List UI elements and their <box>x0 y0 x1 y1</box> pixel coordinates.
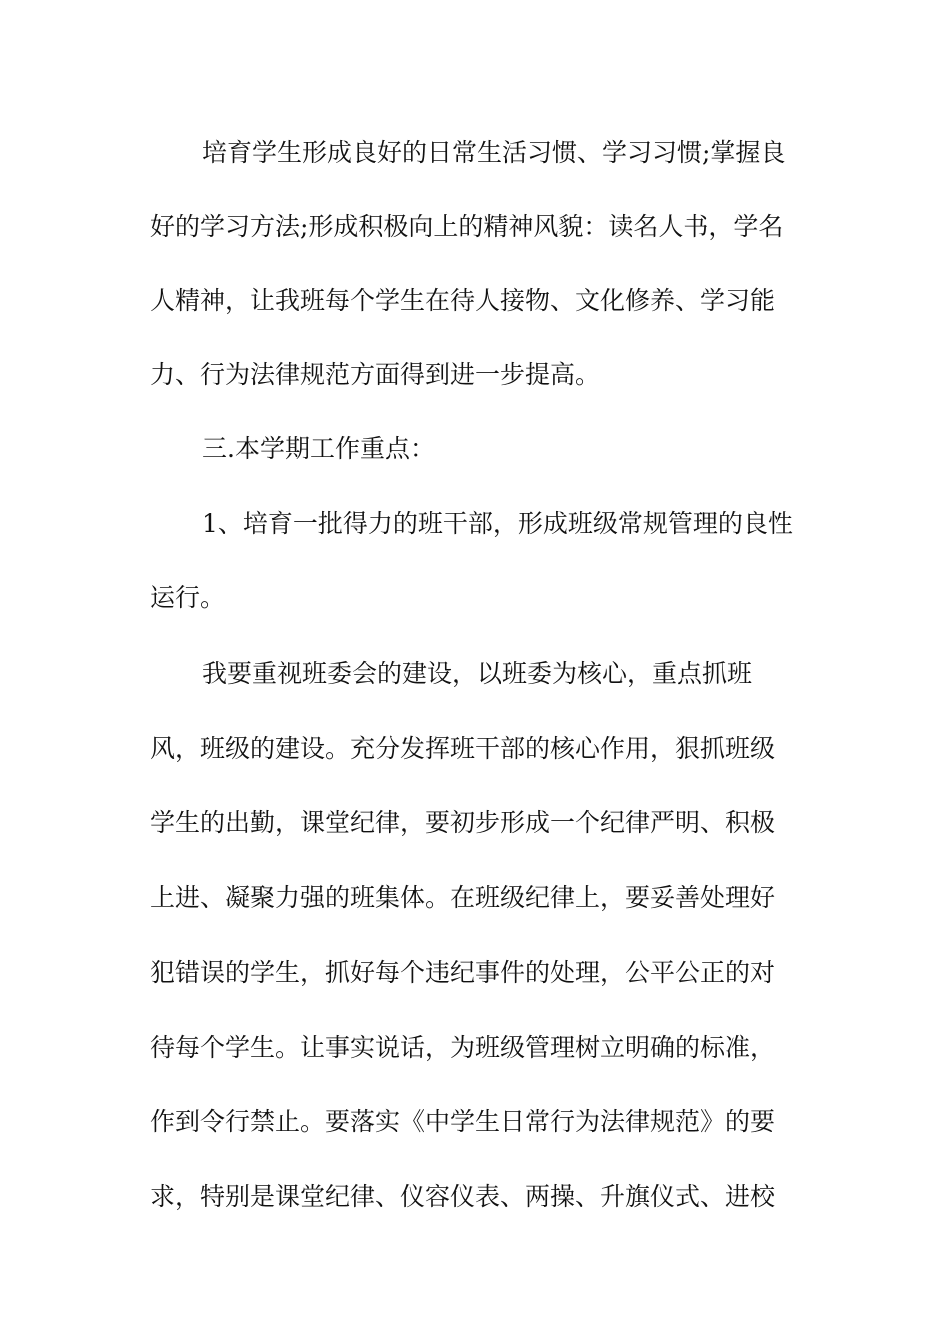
paragraph-line: 我要重视班委会的建设，以班委为核心，重点抓班 <box>202 659 753 688</box>
paragraph-line: 求，特别是课堂纪律、仪容仪表、两操、升旗仪式、进校 <box>150 1182 776 1211</box>
paragraph-line: 运行。 <box>150 583 226 612</box>
paragraph-line: 犯错误的学生，抓好每个违纪事件的处理，公平公正的对 <box>150 958 776 987</box>
paragraph-line: 人精神，让我班每个学生在待人接物、文化修养、学习能 <box>150 286 776 315</box>
paragraph-line: 作到令行禁止。要落实《中学生日常行为法律规范》的要 <box>150 1107 776 1136</box>
paragraph-line: 好的学习方法;形成积极向上的精神风貌：读名人书，学名 <box>150 212 784 241</box>
paragraph-line: 上进、凝聚力强的班集体。在班级纪律上，要妥善处理好 <box>150 883 776 912</box>
paragraph-line: 培育学生形成良好的日常生活习惯、学习习惯;掌握良 <box>202 138 786 167</box>
section-heading: 三.本学期工作重点： <box>202 434 435 463</box>
paragraph-line: 待每个学生。让事实说话，为班级管理树立明确的标准， <box>150 1033 776 1062</box>
paragraph-line: 学生的出勤，课堂纪律，要初步形成一个纪律严明、积极 <box>150 808 776 837</box>
paragraph-line: 风，班级的建设。充分发挥班干部的核心作用，狠抓班级 <box>150 734 776 763</box>
paragraph-line: 1、培育一批得力的班干部，形成班级常规管理的良性 <box>202 509 793 538</box>
paragraph-line: 力、行为法律规范方面得到进一步提高。 <box>150 360 601 389</box>
